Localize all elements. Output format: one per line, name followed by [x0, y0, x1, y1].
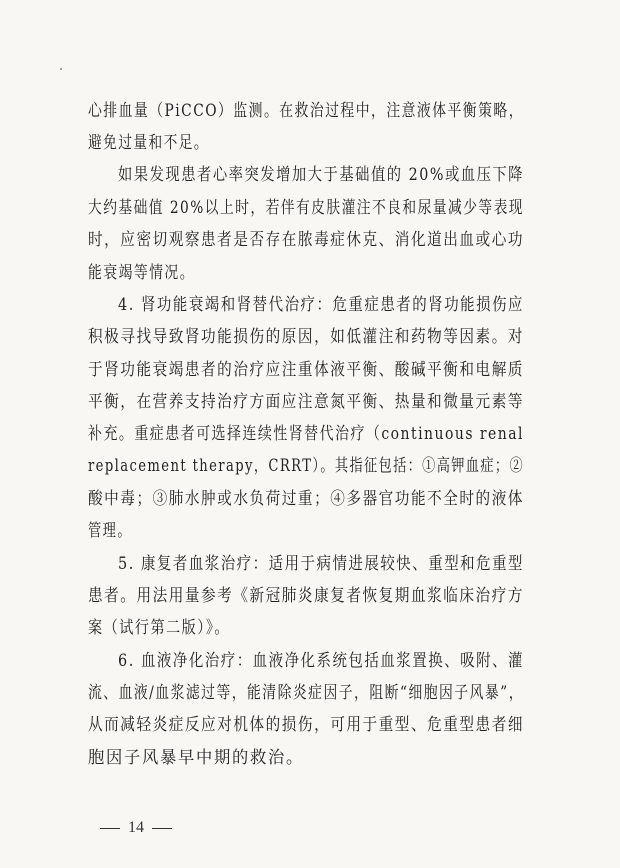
- paragraph-line: 时，应密切观察患者是否存在脓毒症休克、消化道出血或心功: [88, 230, 524, 250]
- page-footer: [92, 818, 180, 838]
- paragraph-line: 流、血液/血浆滤过等，能清除炎症因子，阻断“细胞因子风暴”，: [88, 683, 524, 703]
- paragraph-line: 患者。用法用量参考《新冠肺炎康复者恢复期血浆临床治疗方: [88, 586, 524, 606]
- paragraph-line: 大约基础值 20%以上时，若伴有皮肤灌注不良和尿量减少等表现: [88, 198, 524, 218]
- paragraph-line: 管理。: [88, 521, 132, 541]
- paragraph-line: 6. 血液净化治疗：血液净化系统包括血浆置换、吸附、灌: [118, 651, 524, 671]
- page-number: 14: [128, 819, 144, 836]
- paragraph-line: 心排血量（PiCCO）监测。在救治过程中，注意液体平衡策略，: [88, 101, 524, 121]
- paragraph-line: 胞因子风暴早中期的救治。: [88, 748, 304, 768]
- paragraph-line: 能衰竭等情况。: [88, 263, 195, 283]
- paragraph-line: 案（试行第二版）》。: [88, 618, 230, 638]
- paragraph-line: 避免过量和不足。: [88, 133, 209, 153]
- paragraph-line: replacement therapy，CRRT）。其指征包括：①高钾血症；②: [88, 456, 524, 476]
- footer-dash-right: [152, 828, 172, 829]
- footer-dash-left: [100, 828, 120, 829]
- paragraph-line: 于肾功能衰竭患者的治疗应注重体液平衡、酸碱平衡和电解质: [88, 360, 524, 380]
- paragraph-line: 4. 肾功能衰竭和肾替代治疗：危重症患者的肾功能损伤应: [118, 295, 524, 315]
- scan-speck: [60, 68, 62, 70]
- paragraph-line: 从而减轻炎症反应对机体的损伤，可用于重型、危重型患者细: [88, 715, 524, 735]
- paragraph-line: 如果发现患者心率突发增加大于基础值的 20%或血压下降: [118, 165, 524, 185]
- paragraph-line: 平衡，在营养支持治疗方面应注意氮平衡、热量和微量元素等: [88, 392, 524, 412]
- paragraph-line: 补充。重症患者可选择连续性肾替代治疗（continuous renal: [88, 424, 524, 444]
- paragraph-line: 积极寻找导致肾功能损伤的原因，如低灌注和药物等因素。对: [88, 327, 524, 347]
- paragraph-line: 5. 康复者血浆治疗：适用于病情进展较快、重型和危重型: [118, 554, 524, 574]
- paragraph-line: 酸中毒；③肺水肿或水负荷过重；④多器官功能不全时的液体: [88, 489, 524, 509]
